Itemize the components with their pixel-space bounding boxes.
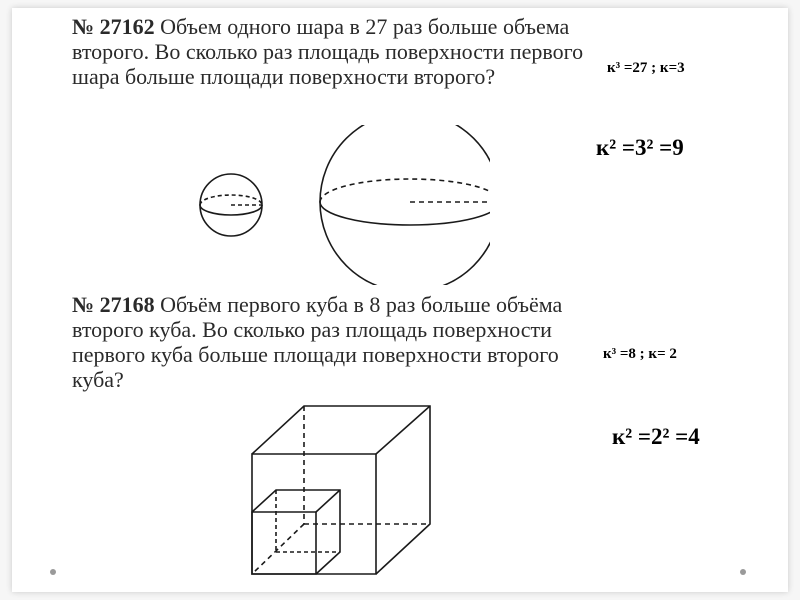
note-k2-9: к² =3² =9 <box>596 135 684 160</box>
note-k3-27: к³ =27 ; к=3 <box>607 60 685 76</box>
problem1-text: Объем одного шара в 27 раз больше объема второго. Во сколько раз площадь поверхности первого шара больше площади поверхности второго? <box>72 14 584 89</box>
problem1-number: № 27162 <box>72 14 155 39</box>
note-k2-4: к² =2² =4 <box>612 424 700 449</box>
dot-left <box>50 569 56 575</box>
problem2-text-block <box>72 292 612 392</box>
note-k3-8: к³ =8 ; к= 2 <box>603 346 677 362</box>
dot-right <box>740 569 746 575</box>
cubes-figure <box>240 400 440 578</box>
problem1-text-block <box>72 14 612 89</box>
problem2-number: № 27168 <box>72 292 155 317</box>
spheres-figure <box>190 125 490 285</box>
problem2-text: Объём первого куба в 8 раз больше объёма второго куба. Во сколько раз площадь поверхности первого куба больше площади поверхности второго куба? <box>72 292 563 392</box>
small-sphere-icon <box>200 174 262 236</box>
large-sphere-icon <box>320 125 490 285</box>
